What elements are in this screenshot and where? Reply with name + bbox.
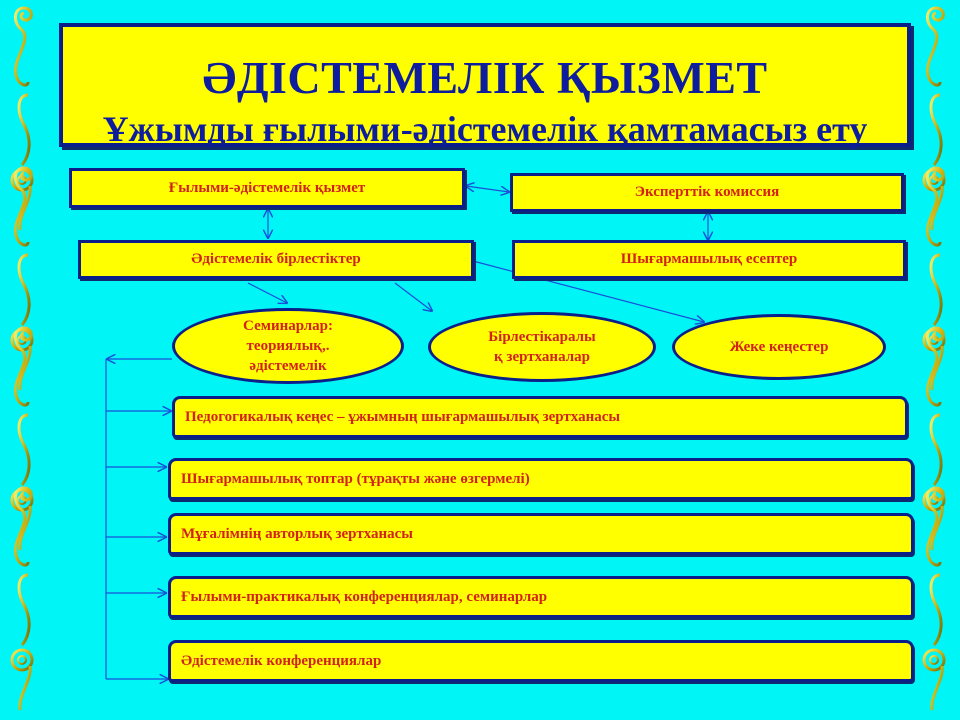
node-label-line: Жеке кеңестер (729, 339, 829, 355)
list-item-label: Ғылыми-практикалық конференциялар, семинарлар (181, 588, 548, 605)
list-item-creative-groups (168, 458, 914, 500)
node-seminars (172, 308, 404, 384)
list-item-teacher-author-lab (168, 513, 914, 555)
node-scientific-methodical-service (69, 168, 465, 208)
list-item-scientific-practical-conferences (168, 576, 914, 618)
node-label-line: Бірлестікаралы (488, 329, 596, 345)
list-item-methodical-conferences (168, 640, 914, 682)
node-label: Шығармашылық есептер (620, 251, 798, 267)
node-expert-commission (510, 173, 904, 212)
node-methodical-associations (78, 240, 474, 279)
node-label-line: қ зертханалар (494, 349, 590, 365)
list-item-label: Шығармашылық топтар (тұрақты және өзгермелі) (181, 470, 530, 487)
title-banner (59, 23, 911, 147)
node-label-line: Семинарлар: (243, 318, 333, 334)
list-item-pedagogical-council (172, 396, 908, 438)
node-label-line: әдістемелік (249, 358, 327, 374)
page-subtitle: Ұжымды ғылыми-әдістемелік қамтамасыз ету (102, 109, 868, 149)
page-title: ӘДІСТЕМЕЛІК ҚЫЗМЕТ (202, 52, 768, 103)
node-creative-reports (512, 240, 906, 279)
list-item-label: Мұғалімнің авторлық зертханасы (181, 525, 414, 542)
node-label: Ғылыми-әдістемелік қызмет (168, 179, 366, 196)
node-label: Эксперттік комиссия (634, 184, 780, 200)
list-item-label: Әдістемелік конференциялар (181, 652, 382, 669)
node-label-line: теориялық,. (246, 338, 330, 354)
right-scroll-ornament-icon (914, 0, 958, 720)
list-item-label: Педогогикалық кеңес – ұжымның шығармашылық зертханасы (185, 408, 621, 425)
node-inter-association-labs (428, 312, 656, 382)
left-scroll-ornament-icon (2, 0, 46, 720)
node-label: Әдістемелік бірлестіктер (191, 251, 361, 267)
node-individual-consultations (672, 314, 886, 380)
